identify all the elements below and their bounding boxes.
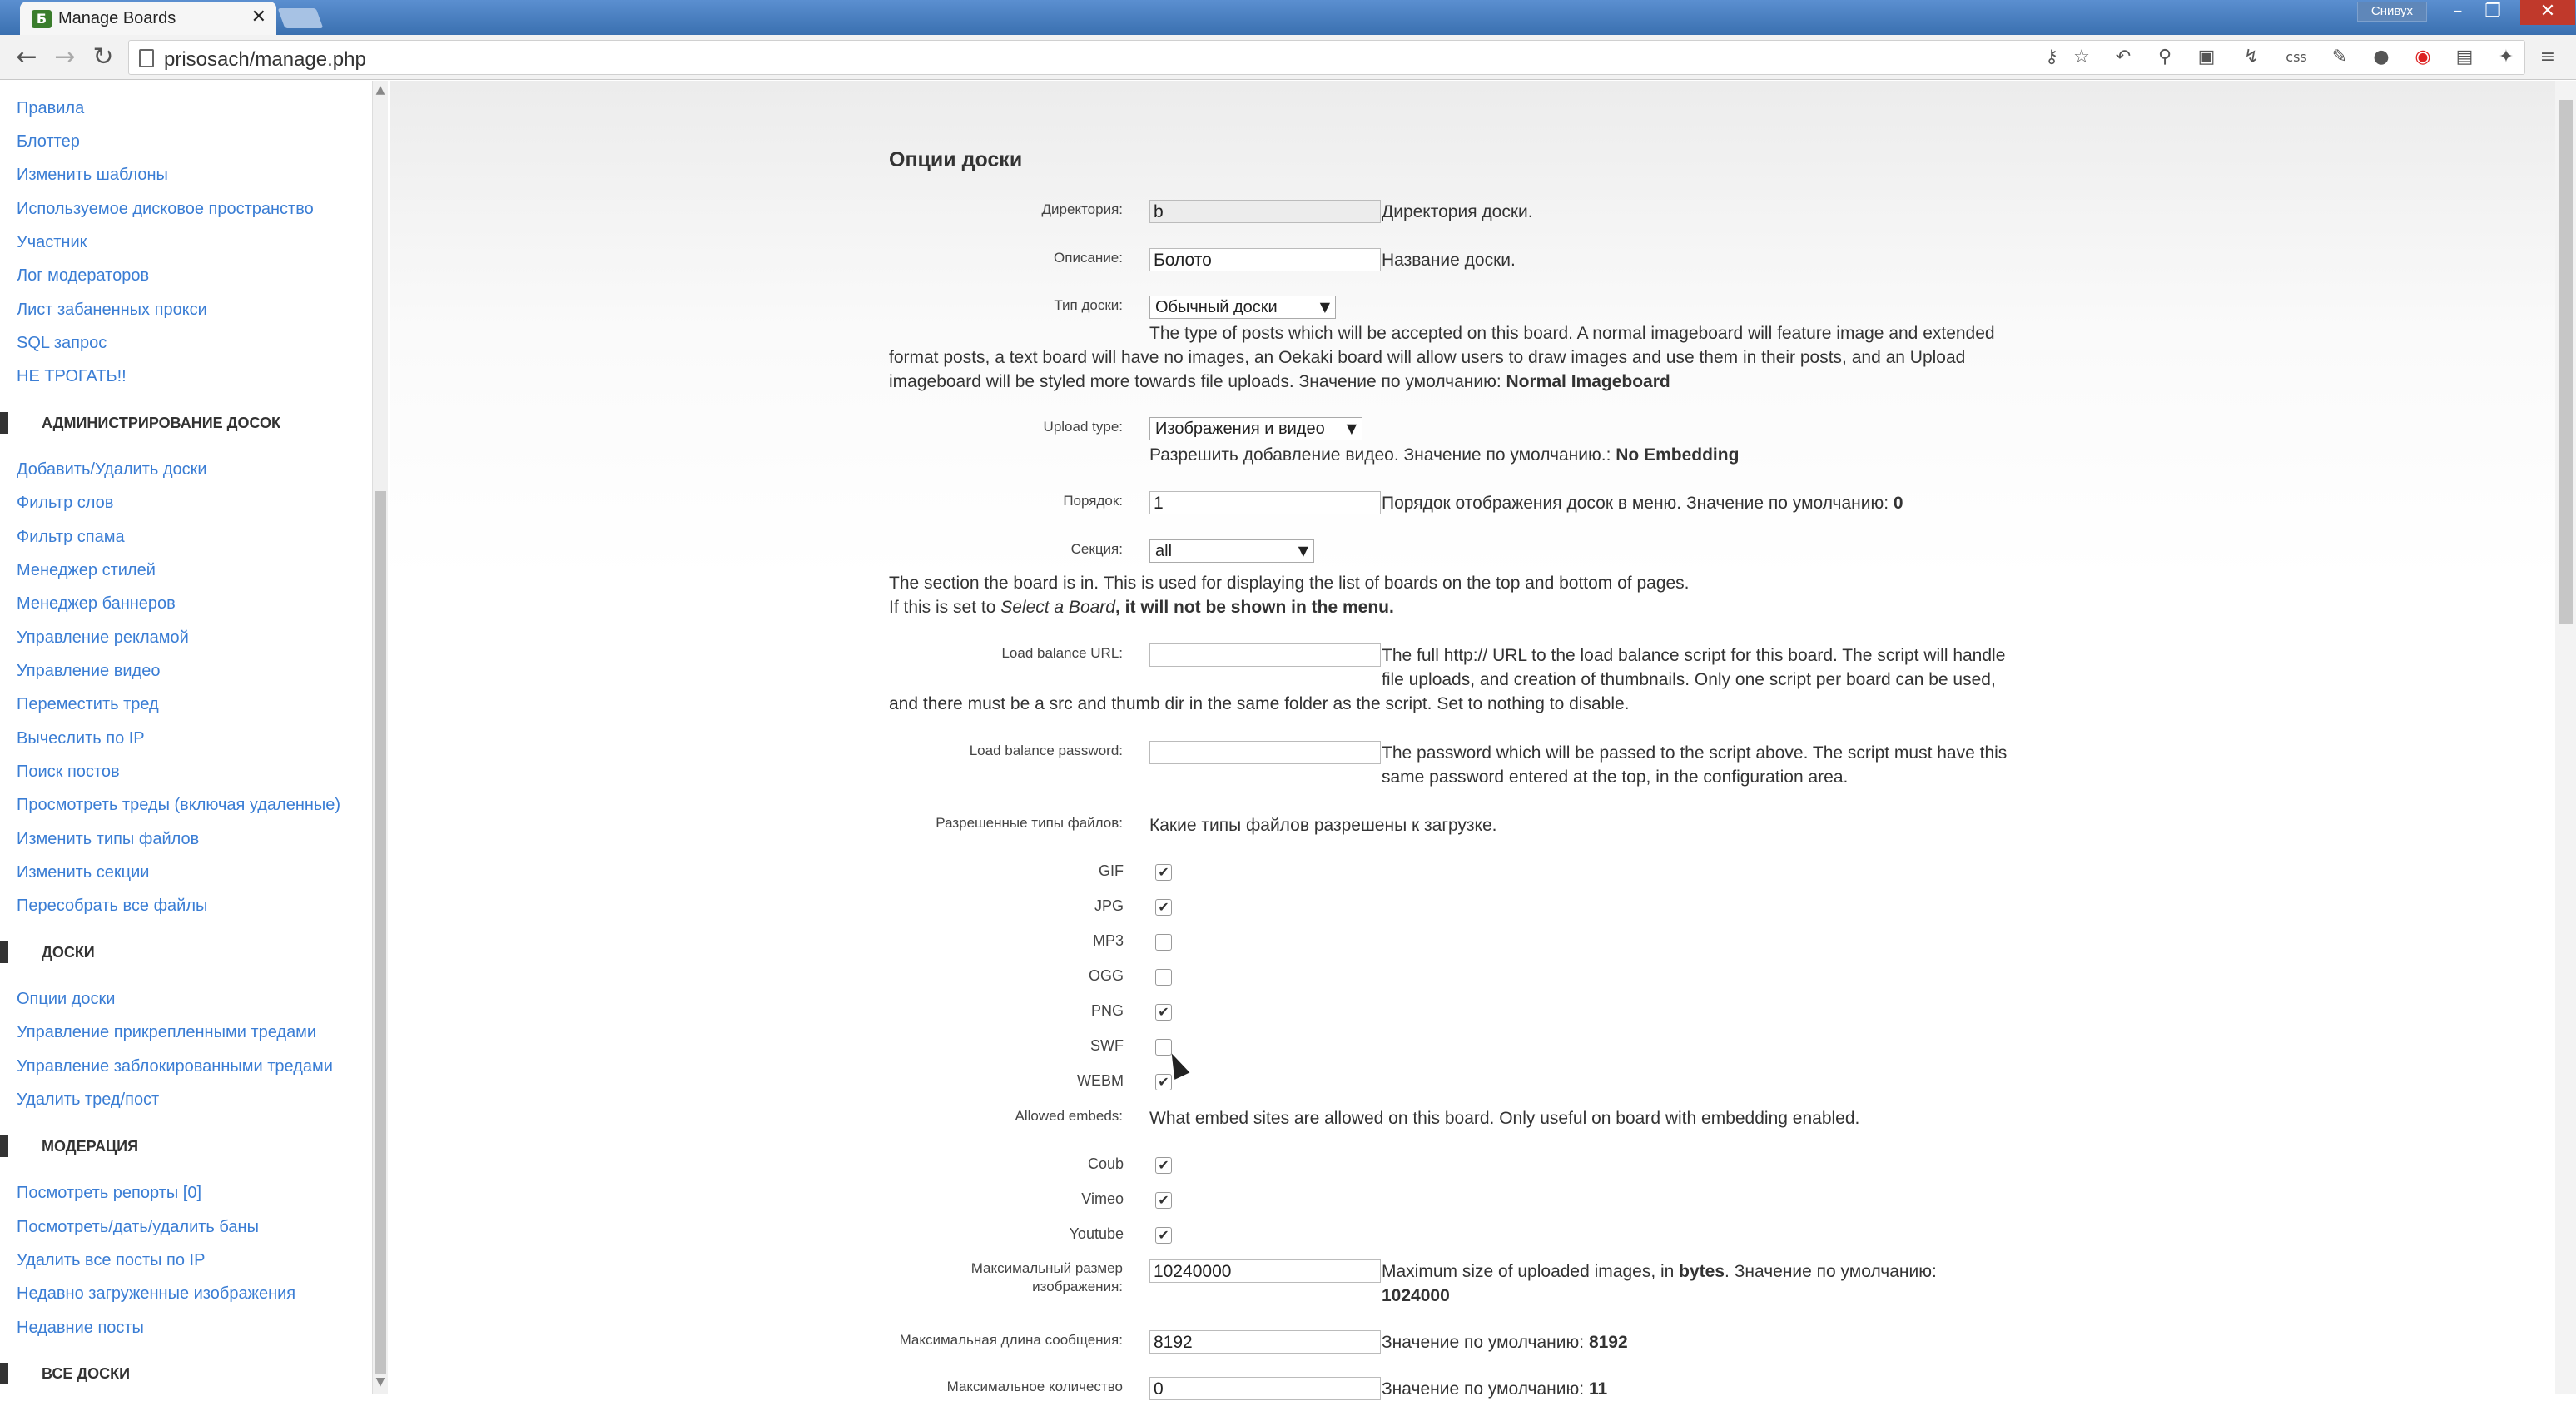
max-message-input[interactable]: 8192 [1149,1330,1381,1354]
embeds-label: Allowed embeds: [1015,1108,1123,1124]
lb-url-input[interactable] [1149,643,1381,667]
upload-type-default: No Embedding [1616,445,1740,465]
filetype-jpg-checkbox[interactable]: ✔ [1155,899,1172,916]
site-favicon-icon: Б [32,10,52,28]
max-image-label-line1: Максимальный размер [970,1260,1123,1276]
embed-coub-checkbox[interactable]: ✔ [1155,1157,1172,1174]
description-label: Описание: [1054,250,1123,266]
order-default: 0 [1893,494,1903,513]
sidebar-link-board-options[interactable]: Опции доски [17,990,116,1008]
lb-url-label: Load balance URL: [1001,645,1123,661]
extension-opera-icon[interactable]: ◉ [2415,47,2431,67]
filetype-swf-checkbox[interactable] [1155,1039,1172,1056]
filetype-label: WEBM [1077,1072,1124,1089]
filetype-label: GIF [1099,862,1124,879]
sidebar-link-view-threads[interactable]: Просмотреть треды (включая удаленные) [17,796,341,814]
admin-sidebar [0,81,373,1394]
board-type-desc-line2: format posts, a text board will have no images, an Oekaki board will allow users to draw images and use them in their posts, and an Upload [889,348,1966,367]
section-desc-text-b: Select a Board [1000,598,1115,617]
sidebar-link-rules[interactable]: Правила [17,99,85,117]
lb-url-desc-line1: The full http:// URL to the load balance script for this board. The script will handle [1382,646,2006,665]
lb-password-desc-line2: same password entered at the top, in the configuration area. [1382,768,1849,787]
tab-title: Manage Boards [58,9,176,27]
key-icon[interactable]: ⚷ [2044,47,2059,67]
scroll-down-arrow-icon[interactable]: ▼ [375,1375,385,1389]
page-scrollbar-thumb[interactable] [2559,100,2573,624]
description-input[interactable]: Болото [1149,248,1381,271]
section-label: Секция: [1070,541,1123,557]
sidebar-link-by-ip[interactable]: Вычеслить по IP [17,729,145,748]
filetype-webm-checkbox[interactable]: ✔ [1155,1074,1172,1090]
lb-password-input[interactable] [1149,741,1381,764]
sidebar-link-do-not-touch[interactable]: НЕ ТРОГАТЬ!! [17,367,127,385]
upload-type-label: Upload type: [1043,419,1123,435]
sidebar-link-reports[interactable]: Посмотреть репорты [0] [17,1184,202,1202]
order-input[interactable]: 1 [1149,491,1381,514]
max-count-default: 11 [1588,1379,1608,1399]
sidebar-link-video[interactable]: Управление видео [17,662,161,680]
sidebar-link-add-remove-boards[interactable]: Добавить/Удалить доски [17,460,207,479]
sidebar-link-modlog[interactable]: Лог модераторов [17,266,150,285]
bookmark-star-icon[interactable]: ☆ [2073,47,2090,67]
sidebar-link-search-posts[interactable]: Поиск постов [17,763,120,781]
sidebar-link-recent-posts[interactable]: Недавние посты [17,1319,144,1337]
sidebar-link-disk-space[interactable]: Используемое дисковое пространство [17,200,314,218]
section-value: all [1155,542,1173,560]
dropdown-arrow-icon: ▼ [1346,420,1357,436]
lb-password-desc-line1: The password which will be passed to the script above. The script must have this [1382,743,2008,763]
sidebar-link-sections[interactable]: Изменить секции [17,863,150,882]
sidebar-link-sql[interactable]: SQL запрос [17,334,107,352]
sidebar-link-word-filter[interactable]: Фильтр слов [17,494,114,512]
extension-box-icon[interactable]: ▤ [2455,47,2474,67]
filetype-label: PNG [1090,1002,1124,1019]
filetypes-desc: Какие типы файлов разрешены к загрузке. [1149,816,1497,835]
sidebar-link-proxy-ban[interactable]: Лист забаненных прокси [17,301,207,319]
restore-icon[interactable]: ❐ [2484,1,2501,22]
extension-puzzle-icon[interactable]: ✦ [2498,47,2514,67]
dropdown-arrow-icon: ▼ [1319,299,1330,315]
description-desc: Название доски. [1382,251,1516,270]
sidebar-link-move-thread[interactable]: Переместить тред [17,695,159,713]
board-type-select[interactable] [1149,296,1336,319]
profile-badge[interactable]: Снивух [2357,2,2427,22]
lb-url-desc-line3: and there must be a src and thumb dir in the same folder as the script. Set to nothing to disable. [889,694,1630,713]
order-label: Порядок: [1063,493,1123,509]
board-type-desc-line1: The type of posts which will be accepted on this board. A normal imageboard will feature image and extended [1149,324,1995,343]
section-board-admin: АДМИНИСТРИРОВАНИЕ ДОСОК [0,412,280,434]
directory-input[interactable]: b [1149,200,1381,223]
sidebar-link-blotter[interactable]: Блоттер [17,132,80,151]
reload-icon[interactable]: ↻ [92,42,114,72]
board-type-default: Normal Imageboard [1506,372,1670,391]
sidebar-link-ads[interactable]: Управление рекламой [17,628,189,647]
section-boards: ДОСКИ [0,941,95,963]
max-count-input[interactable]: 0 [1149,1377,1381,1400]
new-tab-button[interactable] [278,8,324,28]
max-image-desc-b: bytes [1679,1262,1725,1281]
max-image-desc-c: . Значение по умолчанию: [1725,1262,1937,1281]
filetype-label: SWF [1090,1037,1124,1054]
extension-undo-icon[interactable]: ↶ [2115,47,2132,67]
dropdown-arrow-icon: ▼ [1298,543,1308,559]
directory-desc: Директория доски. [1382,202,1533,221]
max-image-default: 1024000 [1382,1286,1450,1305]
page-icon [139,49,154,67]
extension-arrow-icon[interactable]: ↯ [2243,47,2260,67]
forward-arrow-icon[interactable]: → [54,42,76,72]
filetype-label: OGG [1088,967,1124,984]
extension-circle-icon[interactable]: ● [2373,47,2390,67]
max-count-desc [1382,1377,1607,1401]
lb-url-desc-line2: file uploads, and creation of thumbnails. Only one script per board can be used, [1382,670,1996,689]
upload-type-select[interactable] [1149,417,1362,440]
sidebar-link-locked[interactable]: Управление заблокированными тредами [17,1057,333,1076]
section-desc-text-c: , it will not be shown in the menu. [1114,598,1394,617]
section-select[interactable] [1149,539,1314,563]
minimize-icon[interactable]: – [2453,1,2463,22]
filetype-label: JPG [1094,897,1124,914]
menu-icon[interactable]: ≡ [2539,47,2556,67]
sidebar-link-delete-post[interactable]: Удалить тред/пост [17,1090,160,1109]
back-arrow-icon[interactable]: ← [16,42,37,72]
max-message-desc-text: Значение по умолчанию: [1382,1333,1589,1352]
filetypes-label: Разрешенные типы файлов: [936,815,1123,831]
filetype-ogg-checkbox[interactable] [1155,969,1172,986]
window-title-bar [0,0,2576,35]
sidebar-link-staff[interactable]: Участник [17,233,87,251]
sidebar-link-spam-filter[interactable]: Фильтр спама [17,528,125,546]
lb-password-label: Load balance password: [969,743,1123,758]
extension-css-icon[interactable]: css [2286,49,2307,65]
directory-label: Директория: [1041,201,1123,217]
section-desc-text-a: If this is set to [889,598,1001,617]
tab-close-icon[interactable]: ✕ [251,7,266,27]
board-type-desc-line3 [889,370,1670,394]
filetype-label: MP3 [1092,932,1124,949]
extension-mail-icon[interactable]: ▣ [2197,47,2216,67]
close-window-icon[interactable]: ✕ [2520,0,2575,25]
max-message-desc [1382,1330,1628,1354]
embed-youtube-checkbox[interactable]: ✔ [1155,1227,1172,1244]
sidebar-link-styles[interactable]: Менеджер стилей [17,561,156,579]
max-message-label: Максимальная длина сообщения: [899,1332,1123,1348]
embed-vimeo-checkbox[interactable]: ✔ [1155,1192,1172,1209]
filetype-gif-checkbox[interactable]: ✔ [1155,864,1172,881]
max-image-input[interactable]: 10240000 [1149,1259,1381,1283]
max-image-label-line2: изображения: [1032,1279,1123,1294]
embeds-desc: What embed sites are allowed on this board. Only useful on board with embedding enabled. [1149,1109,1860,1128]
section-all-boards: ВСЕ ДОСКИ [0,1363,130,1384]
embed-label: Coub [1087,1155,1124,1172]
main-content [390,81,2555,1394]
board-type-desc-text: imageboard will be styled more towards file uploads. Значение по умолчанию: [889,372,1506,391]
browser-tab[interactable] [20,2,276,35]
sidebar-link-stickied[interactable]: Управление прикрепленными тредами [17,1023,317,1041]
sidebar-link-filetypes[interactable]: Изменить типы файлов [17,830,200,848]
max-image-desc [1382,1259,1937,1284]
upload-type-value: Изображения и видео [1155,420,1325,438]
extension-eyedropper-icon[interactable]: ✎ [2331,47,2348,67]
filetype-mp3-checkbox[interactable] [1155,934,1172,951]
sidebar-link-banners[interactable]: Менеджер баннеров [17,594,176,613]
extension-search-icon[interactable]: ⚲ [2157,47,2172,67]
sidebar-link-templates[interactable]: Изменить шаблоны [17,166,168,184]
sidebar-link-delete-by-ip[interactable]: Удалить все посты по IP [17,1251,206,1269]
section-desc-line2 [889,595,1394,619]
upload-type-desc-text: Разрешить добавление видео. Значение по умолчанию.: [1149,445,1616,465]
max-message-default: 8192 [1588,1333,1628,1352]
sidebar-link-recent-images[interactable]: Недавно загруженные изображения [17,1284,296,1303]
sidebar-link-bans[interactable]: Посмотреть/дать/удалить баны [17,1218,259,1236]
upload-type-desc [1149,443,1739,467]
filetype-png-checkbox[interactable]: ✔ [1155,1004,1172,1021]
section-moderation: МОДЕРАЦИЯ [0,1135,138,1157]
embed-label: Vimeo [1081,1190,1124,1207]
max-count-label: Максимальное количество [946,1379,1123,1394]
sidebar-link-rebuild[interactable]: Пересобрать все файлы [17,897,208,915]
board-type-label: Тип доски: [1054,297,1123,313]
section-desc-line1: The section the board is in. This is used for displaying the list of boards on the top and bottom of pages. [889,574,1690,593]
order-desc [1382,491,1903,515]
page-title: Опции доски [889,148,1023,171]
board-type-value: Обычный доски [1155,298,1278,316]
sidebar-scrollbar-thumb[interactable] [375,491,386,1374]
browser-toolbar [0,35,2576,80]
scroll-up-arrow-icon[interactable]: ▲ [375,83,385,97]
embed-label: Youtube [1069,1225,1124,1242]
url-text[interactable]: prisosach/manage.php [164,48,366,71]
max-count-desc-text: Значение по умолчанию: [1382,1379,1589,1399]
order-desc-text: Порядок отображения досок в меню. Значение по умолчанию: [1382,494,1894,513]
max-image-desc-a: Maximum size of uploaded images, in [1382,1262,1680,1281]
